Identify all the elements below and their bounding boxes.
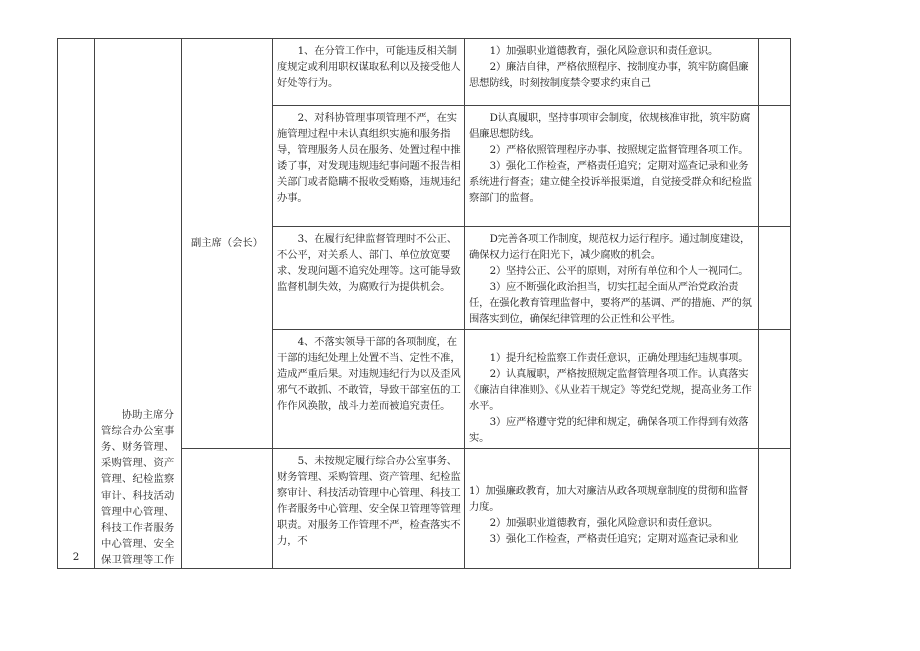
- remark-cell: [759, 330, 791, 449]
- risk-cell: 5、未按规定履行综合办公室事务、财务管理、采购管理、资产管理、纪检监察审计、科技活动管理中心管理、科技工作者服务中心管理、安全保卫管理等管理职责。对服务工作管理不严，检查落实不力，不: [273, 449, 465, 569]
- measure-cell: D完善各项工作制度，规范权力运行程序。通过制度建设，确保权力运行在阳光下，减少腐败的机会。 2）坚持公正、公平的原则，对所有单位和个人一视同仁。 3）应不断强化政治担当，切实扛起全面从严治党政治责任，在强化教育管理监督中，要将严的基调、严的措施、严的氛围落实到位，确保纪律管理的公正性和公平性。: [465, 227, 759, 330]
- measure-cell: D认真履职，坚持事项审会制度，依规核准审批，筑牢防腐倡廉思想防线。 2）严格依照管理程序办事、按照规定监督管理各项工作。 3）强化工作检查，严格责任追究；定期对巡查记录和业务系统进行督查；建立健全投诉举报渠道，自觉接受群众和纪检监察部门的监督。: [465, 106, 759, 227]
- table-row: [58, 39, 791, 106]
- risk-cell: 2、对科协管理事项管理不严，在实施管理过程中未认真组织实施和服务指导，管理服务人员在服务、处置过程中推诿了事，对发现违规违纪事问题不报告相关部门或者隐瞒不报收受贿赂，违规违纪办事。: [273, 106, 465, 227]
- remark-cell: [759, 39, 791, 106]
- row-number: 2: [58, 39, 95, 569]
- risk-table: [57, 38, 791, 569]
- risk-cell: 3、在履行纪律监督管理时不公正、不公平，对关系人、部门、单位放宽要求、发现问题不追究处理等。这可能导致监督机制失效，为腐败行为提供机会。: [273, 227, 465, 330]
- duty-description: 协助主席分管综合办公室事务、财务管理、采购管理、资产管理、纪检监察审计、科技活动管理中心管理、科技工作者服务中心管理、安全保卫管理等工作: [95, 39, 182, 569]
- measure-cell: 1）加强廉政教育，加大对廉洁从政各项规章制度的贯彻和监督力度。 2）加强职业道德教育，强化风险意识和责任意识。 3）强化工作检查，严格责任追究；定期对巡查记录和业: [465, 449, 759, 569]
- remark-cell: [759, 227, 791, 330]
- measure-cell: 1）提升纪检监察工作责任意识，正确处理违纪违规事项。 2）认真履职，严格按照规定监督管理各项工作。认真落实《廉洁自律准则》、《从业若干规定》等党纪党规，提高业务工作水平。 3）应严格遵守党的纪律和规定，确保各项工作得到有效落实。: [465, 330, 759, 449]
- role-cell-empty: [182, 449, 273, 569]
- risk-cell: 1、在分管工作中，可能违反相关制度规定或利用职权谋取私利以及接受他人好处等行为。: [273, 39, 465, 106]
- remark-cell: [759, 106, 791, 227]
- role-label: 副主席（会长）: [182, 39, 273, 449]
- remark-cell: [759, 449, 791, 569]
- risk-cell: 4、不落实领导干部的各项制度，在干部的违纪处理上处置不当、定性不准，造成严重后果。对违规违纪行为以及歪风邪气不敢抓、不敢管，导致干部室伍的工作作风涣散，战斗力差而被追究责任。: [273, 330, 465, 449]
- measure-cell: 1）加强职业道德教育，强化风险意识和责任意识。 2）廉洁自律，严格依照程序、按制度办事，筑牢防腐倡廉思想防线，时刻按制度禁令要求约束自己: [465, 39, 759, 106]
